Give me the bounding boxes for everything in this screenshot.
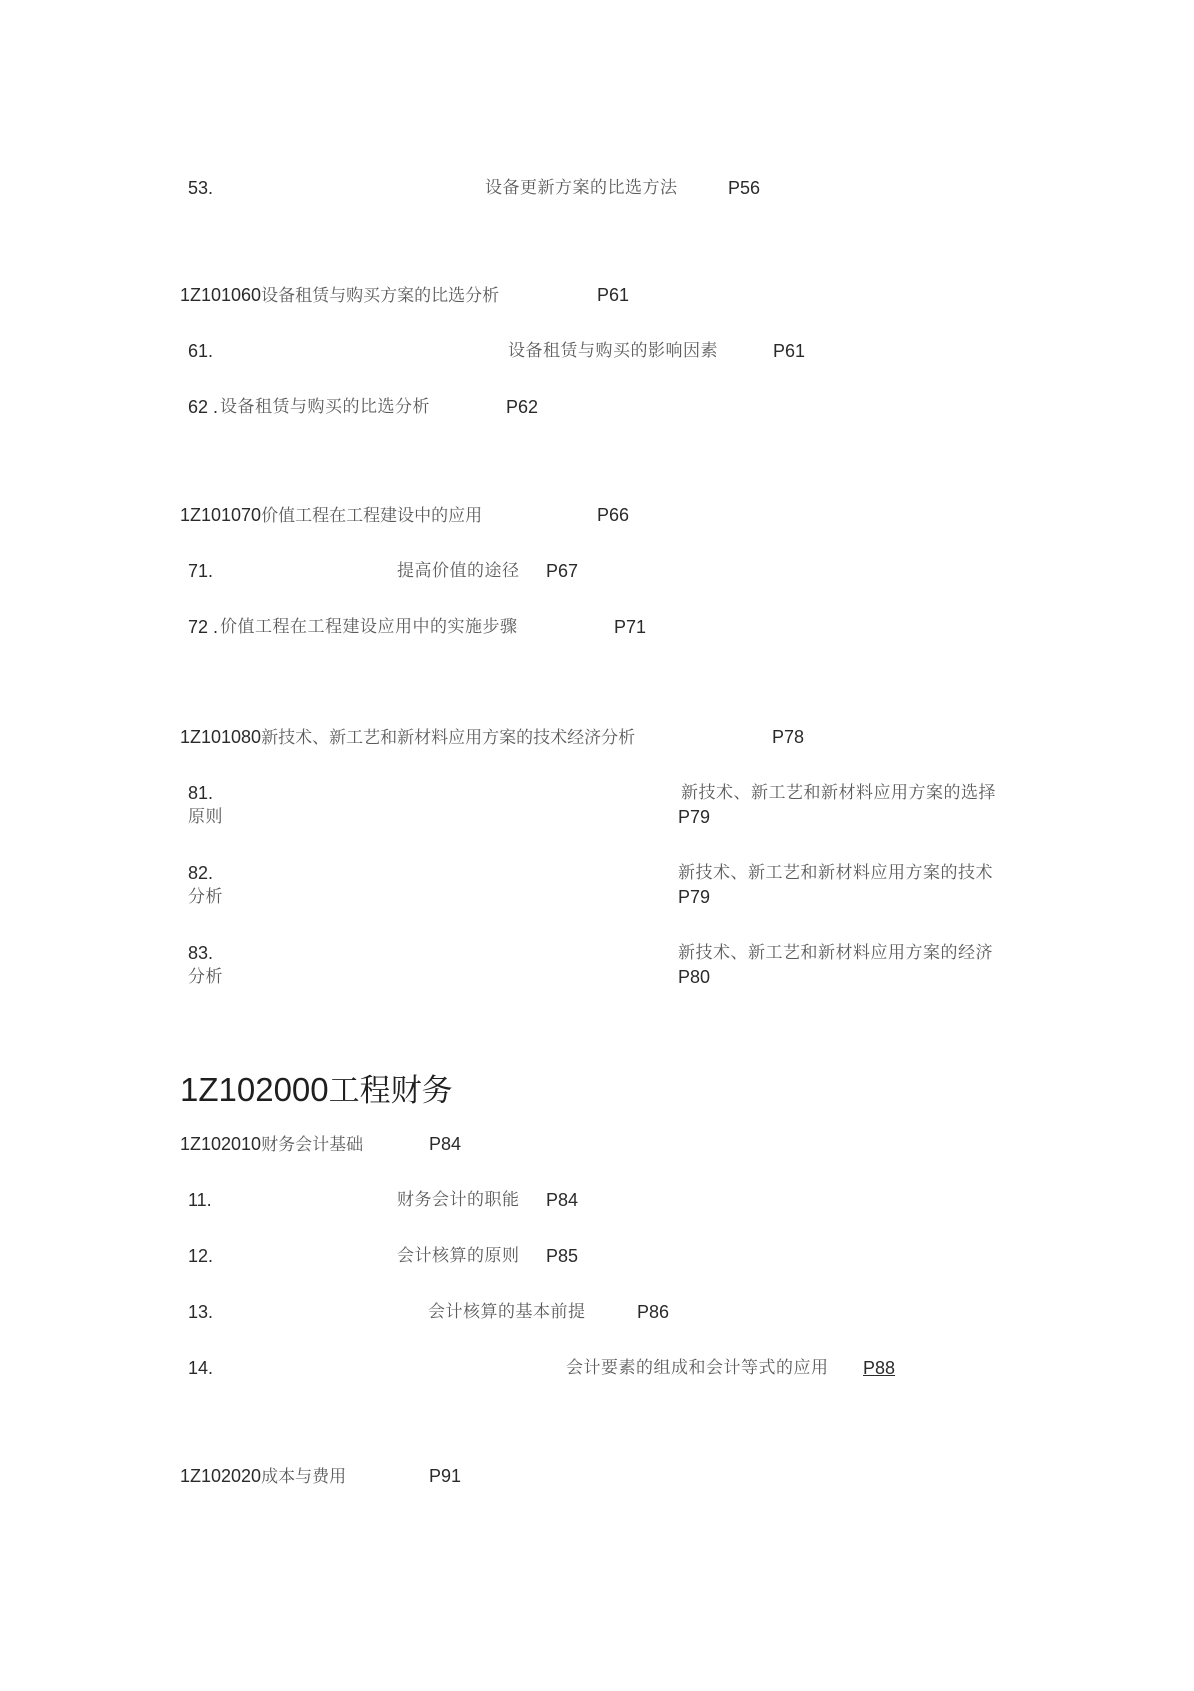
- item-number: 81.: [188, 783, 214, 803]
- item-page: P62: [506, 397, 539, 417]
- item-number: 11.: [188, 1190, 212, 1210]
- item-number: 13.: [188, 1302, 214, 1322]
- section-code: 1Z102010: [180, 1134, 262, 1154]
- item-number: 72 .: [188, 617, 219, 637]
- section-title: 价值工程在工程建设中的应用: [261, 506, 483, 526]
- item-number: 14.: [188, 1358, 214, 1378]
- item-page: P61: [773, 341, 806, 361]
- item-page: P80: [678, 967, 711, 987]
- item-page: P71: [614, 617, 647, 637]
- item-page: P67: [546, 561, 579, 581]
- section-heading: [180, 1133, 363, 1156]
- item-title: 设备更新方案的比选方法: [485, 178, 678, 198]
- item-number: 61.: [188, 341, 214, 361]
- section-heading: [180, 504, 482, 527]
- item-title: 会计核算的原则: [397, 1246, 520, 1266]
- item-number: 71.: [188, 561, 214, 581]
- section-heading: [180, 726, 635, 749]
- section-code: 1Z101060: [180, 285, 262, 305]
- section-title: 新技术、新工艺和新材料应用方案的技术经济分析: [261, 728, 636, 748]
- item-title: 提高价值的途径: [397, 561, 520, 581]
- item-title-continued: 原则: [188, 807, 223, 827]
- item-title-continued: 分析: [188, 887, 223, 907]
- section-title: 设备租赁与购买方案的比选分析: [261, 286, 500, 306]
- item-page: P86: [637, 1302, 670, 1322]
- chapter-title: 工程财务: [328, 1073, 453, 1109]
- section-heading: [180, 1465, 346, 1488]
- item-title: 新技术、新工艺和新材料应用方案的选择: [681, 783, 996, 803]
- item-title: 财务会计的职能: [397, 1190, 520, 1210]
- item-number: 53.: [188, 178, 214, 198]
- section-page: P61: [597, 285, 630, 305]
- section-page: P78: [772, 727, 805, 747]
- section-heading: [180, 284, 499, 307]
- chapter-code: 1Z102000: [180, 1071, 329, 1108]
- item-title: 价值工程在工程建设应用中的实施步骤: [220, 617, 518, 637]
- section-page: P84: [429, 1134, 462, 1154]
- section-page: P91: [429, 1466, 462, 1486]
- item-title: 新技术、新工艺和新材料应用方案的经济: [678, 943, 993, 963]
- item-number: 62 .: [188, 397, 219, 417]
- item-page: P79: [678, 887, 711, 907]
- item-title: 设备租赁与购买的比选分析: [220, 397, 430, 417]
- item-page: P84: [546, 1190, 579, 1210]
- item-page: P56: [728, 178, 761, 198]
- item-title: 新技术、新工艺和新材料应用方案的技术: [678, 863, 993, 883]
- item-title: 会计要素的组成和会计等式的应用: [566, 1358, 829, 1378]
- chapter-heading: [180, 1070, 453, 1111]
- section-code: 1Z101070: [180, 505, 262, 525]
- item-page: P88: [863, 1358, 896, 1378]
- item-title-continued: 分析: [188, 967, 223, 987]
- item-page: P85: [546, 1246, 579, 1266]
- section-code: 1Z102020: [180, 1466, 262, 1486]
- section-code: 1Z101080: [180, 727, 262, 747]
- section-title: 成本与费用: [261, 1467, 347, 1487]
- item-title: 设备租赁与购买的影响因素: [508, 341, 718, 361]
- item-number: 83.: [188, 943, 214, 963]
- section-title: 财务会计基础: [261, 1135, 364, 1155]
- item-number: 12.: [188, 1246, 214, 1266]
- item-number: 82.: [188, 863, 214, 883]
- section-page: P66: [597, 505, 630, 525]
- item-page: P79: [678, 807, 711, 827]
- item-title: 会计核算的基本前提: [428, 1302, 586, 1322]
